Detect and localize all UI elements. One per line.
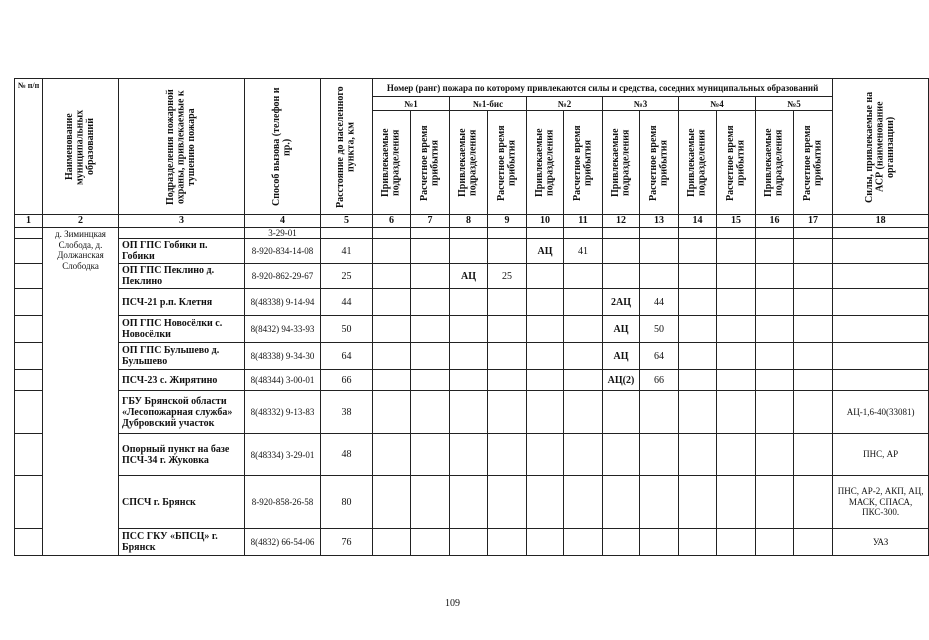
header-rank-4: №4: [679, 97, 756, 111]
header-rank-2: №2: [527, 97, 603, 111]
rank-unit-cell: [450, 529, 488, 556]
rank-unit-cell: [450, 343, 488, 370]
table-row: [15, 391, 929, 434]
table-row: [15, 476, 929, 529]
rank-time-cell: [564, 370, 603, 391]
rank-time-cell: [640, 264, 679, 289]
asr-forces: [833, 316, 929, 343]
rank-unit-cell: [450, 289, 488, 316]
header-number: № п/п: [15, 79, 43, 215]
rank-time-cell: 41: [564, 239, 603, 264]
unit-name: ПСЧ-21 р.п. Клетня: [119, 289, 245, 316]
rank-unit-cell: [373, 391, 411, 434]
rank-unit-cell: [679, 264, 717, 289]
rank-time-cell: [488, 370, 527, 391]
header-sub-time: Расчетное время прибытия: [640, 111, 679, 215]
rank-unit-cell: [527, 529, 564, 556]
column-number: 12: [603, 215, 640, 228]
rank-unit-cell: [527, 343, 564, 370]
row-number-cell: [15, 529, 43, 556]
header-rank-3: №3: [603, 97, 679, 111]
column-number: 4: [245, 215, 321, 228]
rank-unit-cell: [373, 529, 411, 556]
rank-unit-cell: АЦ: [603, 316, 640, 343]
table-row: [15, 434, 929, 476]
asr-forces: [833, 264, 929, 289]
unit-phone: 8(48332) 9-13-83: [245, 391, 321, 434]
unit-distance: 48: [321, 434, 373, 476]
column-number: 3: [119, 215, 245, 228]
unit-distance: 25: [321, 264, 373, 289]
rank-unit-cell: [373, 370, 411, 391]
rank-time-cell: [794, 289, 833, 316]
header-rank-main: Номер (ранг) пожара по которому привлекаются силы и средства, соседних муниципальных образований: [373, 79, 833, 97]
header-sub-time: Расчетное время прибытия: [564, 111, 603, 215]
rank-time-cell: [717, 289, 756, 316]
rank-unit-cell: [756, 239, 794, 264]
column-number: 18: [833, 215, 929, 228]
rank-unit-cell: АЦ: [527, 239, 564, 264]
unit-phone: 8(48338) 9-34-30: [245, 343, 321, 370]
rank-time-cell: [640, 529, 679, 556]
unit-phone: 8(48334) 3-29-01: [245, 434, 321, 476]
rank-unit-cell: [527, 434, 564, 476]
unit-name: СПСЧ г. Брянск: [119, 476, 245, 529]
row-number-cell: [15, 343, 43, 370]
rank-time-cell: [488, 289, 527, 316]
rank-time-cell: 25: [488, 264, 527, 289]
rank-unit-cell: [450, 434, 488, 476]
asr-forces: [833, 289, 929, 316]
rank-unit-cell: [679, 289, 717, 316]
column-number: 17: [794, 215, 833, 228]
column-number: 16: [756, 215, 794, 228]
rank-time-cell: [794, 370, 833, 391]
unit-phone: 8-920-862-29-67: [245, 264, 321, 289]
rank-unit-cell: АЦ(2): [603, 370, 640, 391]
rank-unit-cell: [679, 239, 717, 264]
rank-time-cell: [564, 391, 603, 434]
column-number: 11: [564, 215, 603, 228]
table-row: [15, 343, 929, 370]
table-row: [15, 264, 929, 289]
unit-distance: 66: [321, 370, 373, 391]
column-number: 15: [717, 215, 756, 228]
rank-unit-cell: [373, 239, 411, 264]
column-number: 10: [527, 215, 564, 228]
rank-time-cell: [488, 529, 527, 556]
unit-name: ОП ГПС Гобики п. Гобики: [119, 239, 245, 264]
unit-name: ПСЧ-23 с. Жирятино: [119, 370, 245, 391]
table-row: [15, 316, 929, 343]
header-sub-time: Расчетное время прибытия: [794, 111, 833, 215]
rank-unit-cell: [527, 264, 564, 289]
column-number: 1: [15, 215, 43, 228]
rank-time-cell: [794, 343, 833, 370]
rank-time-cell: [488, 434, 527, 476]
rank-time-cell: [411, 316, 450, 343]
rank-unit-cell: [679, 476, 717, 529]
fire-response-table: [14, 78, 929, 556]
unit-phone: 8-920-834-14-08: [245, 239, 321, 264]
header-sub-units: Привлекаемые подразделения: [603, 111, 640, 215]
rank-time-cell: [411, 434, 450, 476]
rank-unit-cell: [756, 476, 794, 529]
rank-unit-cell: 2АЦ: [603, 289, 640, 316]
rank-time-cell: 64: [640, 343, 679, 370]
rank-unit-cell: [603, 391, 640, 434]
unit-distance: 38: [321, 391, 373, 434]
header-sub-units: Привлекаемые подразделения: [679, 111, 717, 215]
rank-unit-cell: [603, 476, 640, 529]
rank-unit-cell: [603, 529, 640, 556]
unit-phone: 8(4832) 66-54-06: [245, 529, 321, 556]
rank-time-cell: [411, 343, 450, 370]
header-rank-1bis: №1-бис: [450, 97, 527, 111]
rank-unit-cell: [527, 289, 564, 316]
rank-time-cell: [411, 391, 450, 434]
rank-time-cell: [488, 343, 527, 370]
rank-unit-cell: [679, 434, 717, 476]
unit-phone: 8-920-858-26-58: [245, 476, 321, 529]
rank-unit-cell: [450, 476, 488, 529]
rank-time-cell: [717, 391, 756, 434]
unit-distance: 64: [321, 343, 373, 370]
asr-forces: ПНС, АР: [833, 434, 929, 476]
rank-time-cell: [794, 264, 833, 289]
asr-forces: АЦ-1,6-40(33081): [833, 391, 929, 434]
unit-phone: 8(48344) 3-00-01: [245, 370, 321, 391]
rank-unit-cell: [373, 434, 411, 476]
column-number: 7: [411, 215, 450, 228]
row-number-cell: [15, 316, 43, 343]
rank-time-cell: [564, 316, 603, 343]
rank-unit-cell: [756, 316, 794, 343]
rank-time-cell: [411, 370, 450, 391]
unit-phone: 8(48338) 9-14-94: [245, 289, 321, 316]
column-number: 8: [450, 215, 488, 228]
header-rank-5: №5: [756, 97, 833, 111]
rank-time-cell: [640, 391, 679, 434]
rank-time-cell: [411, 239, 450, 264]
rank-time-cell: [640, 434, 679, 476]
column-number: 9: [488, 215, 527, 228]
row-number-cell: [15, 370, 43, 391]
rank-time-cell: [717, 239, 756, 264]
rank-unit-cell: [450, 239, 488, 264]
rank-time-cell: [488, 316, 527, 343]
rank-unit-cell: [679, 316, 717, 343]
rank-unit-cell: [679, 529, 717, 556]
rank-unit-cell: [373, 343, 411, 370]
rank-time-cell: [717, 370, 756, 391]
rank-unit-cell: [756, 529, 794, 556]
row-number-cell: [15, 239, 43, 264]
rank-unit-cell: [527, 476, 564, 529]
rank-unit-cell: [603, 434, 640, 476]
rank-unit-cell: [527, 391, 564, 434]
rank-time-cell: [564, 476, 603, 529]
unit-name: ОП ГПС Новосёлки с. Новосёлки: [119, 316, 245, 343]
asr-forces: ПНС, АР-2, АКП, АЦ, МАСК, СПАСА, ПКС-300.: [833, 476, 929, 529]
rank-unit-cell: [603, 264, 640, 289]
unit-cell: [119, 228, 245, 239]
header-sub-units: Привлекаемые подразделения: [373, 111, 411, 215]
rank-time-cell: [794, 239, 833, 264]
unit-distance: 50: [321, 316, 373, 343]
rank-time-cell: [411, 476, 450, 529]
rank-time-cell: [640, 476, 679, 529]
rank-time-cell: [411, 289, 450, 316]
column-number: 14: [679, 215, 717, 228]
rank-unit-cell: [756, 264, 794, 289]
rank-unit-cell: [679, 391, 717, 434]
unit-name: ОП ГПС Бульшево д. Бульшево: [119, 343, 245, 370]
rank-time-cell: [488, 239, 527, 264]
table-row: [15, 529, 929, 556]
header-forces: Силы, привлекаемые на АСР (наименование организации): [833, 79, 929, 215]
table-row: [15, 289, 929, 316]
rank-unit-cell: [450, 391, 488, 434]
rank-time-cell: 44: [640, 289, 679, 316]
rank-unit-cell: [373, 316, 411, 343]
unit-distance: 76: [321, 529, 373, 556]
rank-unit-cell: [756, 289, 794, 316]
row-number-cell: [15, 264, 43, 289]
unit-distance: 41: [321, 239, 373, 264]
header-rank-1: №1: [373, 97, 450, 111]
rank-time-cell: [717, 476, 756, 529]
row-number-cell: [15, 228, 43, 239]
rank-unit-cell: [756, 370, 794, 391]
rank-unit-cell: [450, 370, 488, 391]
rank-time-cell: [794, 391, 833, 434]
header-sub-time: Расчетное время прибытия: [488, 111, 527, 215]
rank-unit-cell: [450, 316, 488, 343]
row-number-cell: [15, 476, 43, 529]
column-number: 2: [43, 215, 119, 228]
rank-unit-cell: АЦ: [603, 343, 640, 370]
rank-time-cell: [717, 343, 756, 370]
rank-time-cell: [411, 264, 450, 289]
rank-time-cell: [564, 289, 603, 316]
asr-forces: [833, 370, 929, 391]
header-distance: Расстояние до населенного пункта, км: [321, 79, 373, 215]
rank-unit-cell: [373, 289, 411, 316]
header-sub-time: Расчетное время прибытия: [717, 111, 756, 215]
rank-unit-cell: [373, 476, 411, 529]
rank-time-cell: [488, 476, 527, 529]
rank-unit-cell: [603, 239, 640, 264]
rank-time-cell: [794, 434, 833, 476]
unit-name: ГБУ Брянской области «Лесопожарная служба» Дубровский участок: [119, 391, 245, 434]
rank-time-cell: [564, 529, 603, 556]
unit-name: ПСС ГКУ «БПСЦ» г. Брянск: [119, 529, 245, 556]
rank-unit-cell: [527, 316, 564, 343]
rank-time-cell: [488, 391, 527, 434]
page-number: 109: [445, 598, 460, 609]
rank-time-cell: [564, 343, 603, 370]
rank-time-cell: 66: [640, 370, 679, 391]
phone-cell: 3-29-01: [245, 228, 321, 239]
rank-unit-cell: АЦ: [450, 264, 488, 289]
header-municipality: Наименование муниципальных образований: [43, 79, 119, 215]
unit-distance: 44: [321, 289, 373, 316]
rank-unit-cell: [756, 434, 794, 476]
header-sub-time: Расчетное время прибытия: [411, 111, 450, 215]
column-number: 6: [373, 215, 411, 228]
rank-unit-cell: [756, 343, 794, 370]
rank-unit-cell: [679, 370, 717, 391]
unit-name: ОП ГПС Пеклино д. Пеклино: [119, 264, 245, 289]
unit-phone: 8(8432) 94-33-93: [245, 316, 321, 343]
asr-forces: [833, 239, 929, 264]
header-unit: Подразделения пожарной охраны, привлекаемые к тушению пожара: [119, 79, 245, 215]
unit-name: Опорный пункт на базе ПСЧ-34 г. Жуковка: [119, 434, 245, 476]
table-row: [15, 239, 929, 264]
rank-time-cell: [717, 316, 756, 343]
rank-unit-cell: [756, 391, 794, 434]
header-sub-units: Привлекаемые подразделения: [756, 111, 794, 215]
rank-unit-cell: [679, 343, 717, 370]
rank-time-cell: [794, 316, 833, 343]
rank-time-cell: [717, 529, 756, 556]
rank-time-cell: [564, 434, 603, 476]
rank-time-cell: [717, 434, 756, 476]
asr-forces: УАЗ: [833, 529, 929, 556]
rank-time-cell: [411, 529, 450, 556]
asr-forces: [833, 343, 929, 370]
unit-distance: 80: [321, 476, 373, 529]
row-number-cell: [15, 434, 43, 476]
table-row: [15, 370, 929, 391]
row-number-cell: [15, 289, 43, 316]
municipality-name: д. Зиминцкая Слобода, д. Должанская Слободка: [43, 228, 119, 556]
rank-time-cell: [794, 529, 833, 556]
rank-time-cell: 50: [640, 316, 679, 343]
header-sub-units: Привлекаемые подразделения: [450, 111, 488, 215]
rank-time-cell: [717, 264, 756, 289]
column-number: 13: [640, 215, 679, 228]
rank-time-cell: [640, 239, 679, 264]
row-number-cell: [15, 391, 43, 434]
header-sub-units: Привлекаемые подразделения: [527, 111, 564, 215]
header-call-method: Способ вызова (телефон и пр.): [245, 79, 321, 215]
rank-time-cell: [564, 264, 603, 289]
rank-unit-cell: [373, 264, 411, 289]
column-number: 5: [321, 215, 373, 228]
rank-time-cell: [794, 476, 833, 529]
rank-unit-cell: [527, 370, 564, 391]
